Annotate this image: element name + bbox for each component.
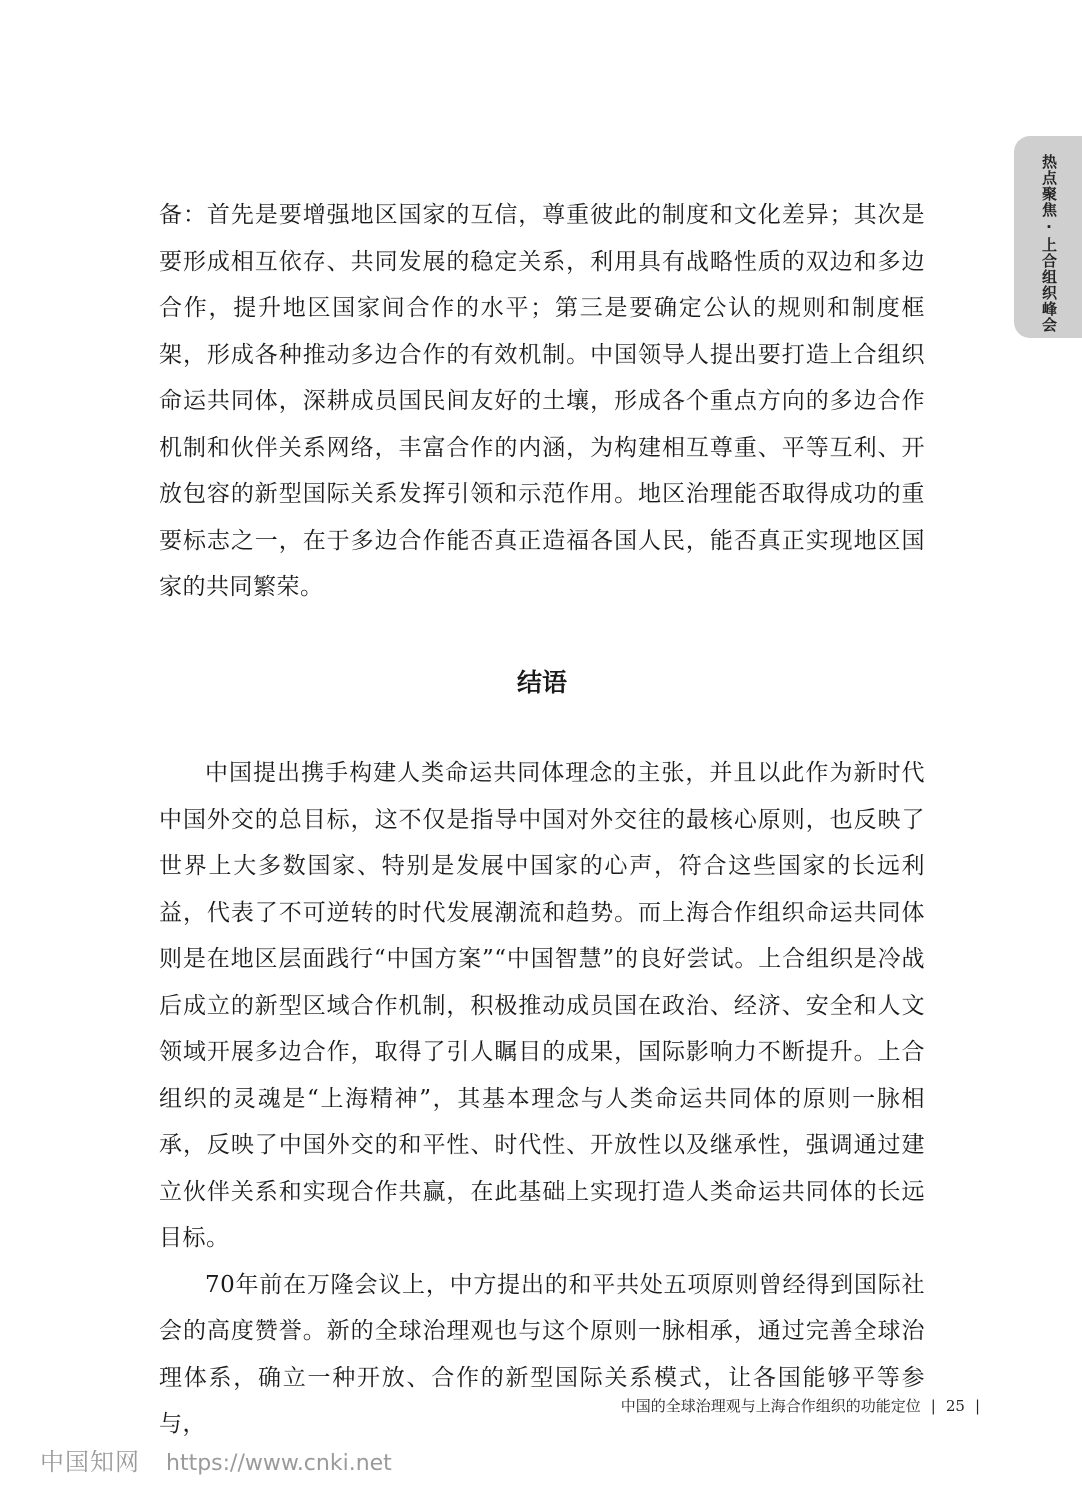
cnki-watermark: [40, 1442, 392, 1477]
body-paragraph-2: 中国提出携手构建人类命运共同体理念的主张，并且以此作为新时代中国外交的总目标，这不仅是指导中国对外交往的最核心原则，也反映了世界上大多数国家、特别是发展中国家的心声，符合这些国家的长远利益，代表了不可逆转的时代发展潮流和趋势。而上海合作组织命运共同体则是在地区层面践行“中国方案”“中国智慧”的良好尝试。上合组织是冷战后成立的新型区域合作机制，积极推动成员国在政治、经济、安全和人文领域开展多边合作，取得了引人瞩目的成果，国际影响力不断提升。上合组织的灵魂是“上海精神”，其基本理念与人类命运共同体的原则一脉相承，反映了中国外交的和平性、时代性、开放性以及继承性，强调通过建立伙伴关系和实现合作共赢，在此基础上实现打造人类命运共同体的长远目标。: [159, 760, 925, 1251]
section-heading-conclusion: 结语: [516, 668, 567, 697]
cnki-url: https://www.cnki.net: [166, 1451, 392, 1476]
body-paragraph-3: 70年前在万隆会议上，中方提出的和平共处五项原则曾经得到国际社会的高度赞誉。新的全球治理观也与这个原则一脉相承，通过完善全球治理体系，确立一种开放、合作的新型国际关系模式，让各国能够平等参与，: [159, 1271, 925, 1437]
cnki-logo-text: 中国知网: [40, 1448, 140, 1476]
page-number: 25: [945, 1397, 965, 1415]
side-tab-label: 热点聚焦·上合组织峰会: [1040, 154, 1058, 333]
footer-divider: |: [930, 1397, 936, 1415]
body-paragraph-1: 备：首先是要增强地区国家的互信，尊重彼此的制度和文化差异；其次是要形成相互依存、共同发展的稳定关系，利用具有战略性质的双边和多边合作，提升地区国家间合作的水平；第三是要确定公认的规则和制度框架，形成各种推动多边合作的有效机制。中国领导人提出要打造上合组织命运共同体，深耕成员国民间友好的土壤，形成各个重点方向的多边合作机制和伙伴关系网络，丰富合作的内涵，为构建相互尊重、平等互利、开放包容的新型国际关系发挥引领和示范作用。地区治理能否取得成功的重要标志之一，在于多边合作能否真正造福各国人民，能否真正实现地区国家的共同繁荣。: [159, 202, 925, 600]
footer-divider-end: |: [974, 1397, 980, 1415]
section-side-tab: [1014, 136, 1082, 338]
article-body-top: [159, 192, 925, 611]
page-footer: [621, 1394, 990, 1418]
article-body-conclusion: [159, 750, 925, 1448]
footer-article-title: 中国的全球治理观与上海合作组织的功能定位: [620, 1397, 921, 1415]
